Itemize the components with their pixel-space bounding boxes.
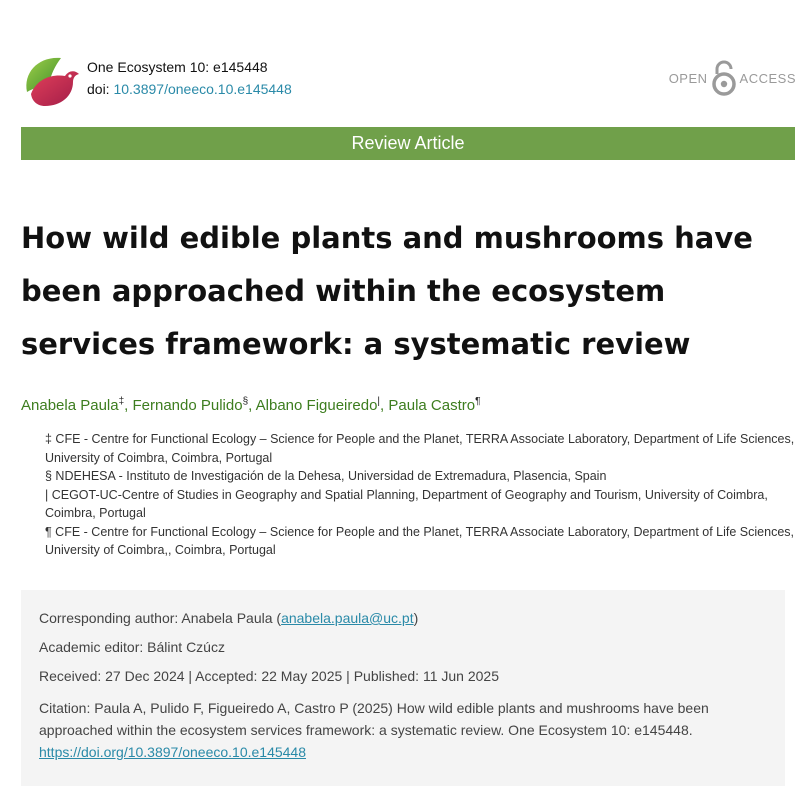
author-name[interactable]: Fernando Pulido [132, 397, 243, 414]
corresponding-author [39, 607, 418, 629]
author-mark: | [377, 396, 381, 407]
citation-doi-link[interactable]: https://doi.org/10.3897/oneeco.10.e145448 [39, 744, 306, 760]
open-access-badge [669, 60, 796, 96]
author-mark: § [242, 396, 249, 407]
academic-editor: Academic editor: Bálint Czúcz [39, 639, 225, 655]
author-name[interactable]: Paula Castro [388, 397, 476, 414]
article-metadata-box [21, 590, 785, 786]
author-mark: ¶ [475, 396, 481, 407]
author-list: Anabela Paula‡, Fernando Pulido§, Albano Figueiredo|, Paula Castro¶ [21, 396, 481, 414]
doi-link[interactable]: 10.3897/oneeco.10.e145448 [113, 81, 292, 97]
open-access-label-open: OPEN [668, 70, 708, 86]
citation-text: Citation: Paula A, Pulido F, Figueiredo A, Castro P (2025) How wild edible plants and mushrooms have been approached within the ecosystem services framework: a systematic review. One Ecosystem 10: e145448. [39, 700, 709, 738]
journal-info [87, 56, 292, 100]
affiliation-item: ¶ CFE - Centre for Functional Ecology – Science for People and the Planet, TERRA Associate Laboratory, Department of Life Sciences, University of Coimbra,, Coimbra, Portugal [45, 524, 794, 557]
corresponding-label: Corresponding author: Anabela Paula ( [39, 610, 282, 626]
author-mark: ‡ [118, 396, 125, 407]
doi-label: doi: [87, 81, 110, 97]
one-ecosystem-logo-icon[interactable] [21, 52, 81, 108]
article-type-banner: Review Article [21, 127, 795, 160]
corresponding-close: ) [413, 610, 419, 626]
publication-dates: Received: 27 Dec 2024 | Accepted: 22 May 2025 | Published: 11 Jun 2025 [39, 668, 499, 684]
open-access-lock-icon [711, 60, 737, 96]
journal-header [21, 50, 796, 110]
affiliation-item: | CEGOT-UC-Centre of Studies in Geography and Spatial Planning, Department of Geography and Tourism, University of Coimbra, Coimbra, Portugal [45, 487, 768, 520]
doi-line [87, 78, 292, 100]
article-title: How wild edible plants and mushrooms have been approached within the ecosystem services framework: a systematic review [21, 221, 753, 361]
citation [39, 697, 769, 763]
affiliation-list [45, 430, 805, 560]
journal-volume: One Ecosystem 10: e145448 [87, 59, 268, 75]
affiliation-item: ‡ CFE - Centre for Functional Ecology – Science for People and the Planet, TERRA Associate Laboratory, Department of Life Sciences, University of Coimbra, Coimbra, Portugal [45, 432, 795, 465]
corresponding-email-link[interactable]: anabela.paula@uc.pt [281, 610, 414, 626]
affiliation-item: § NDEHESA - Instituto de Investigación de la Dehesa, Universidad de Extremadura, Plasencia, Spain [45, 469, 607, 483]
author-name[interactable]: Anabela Paula [21, 397, 119, 414]
author-name[interactable]: Albano Figueiredo [255, 397, 378, 414]
open-access-label-access: ACCESS [739, 70, 796, 86]
